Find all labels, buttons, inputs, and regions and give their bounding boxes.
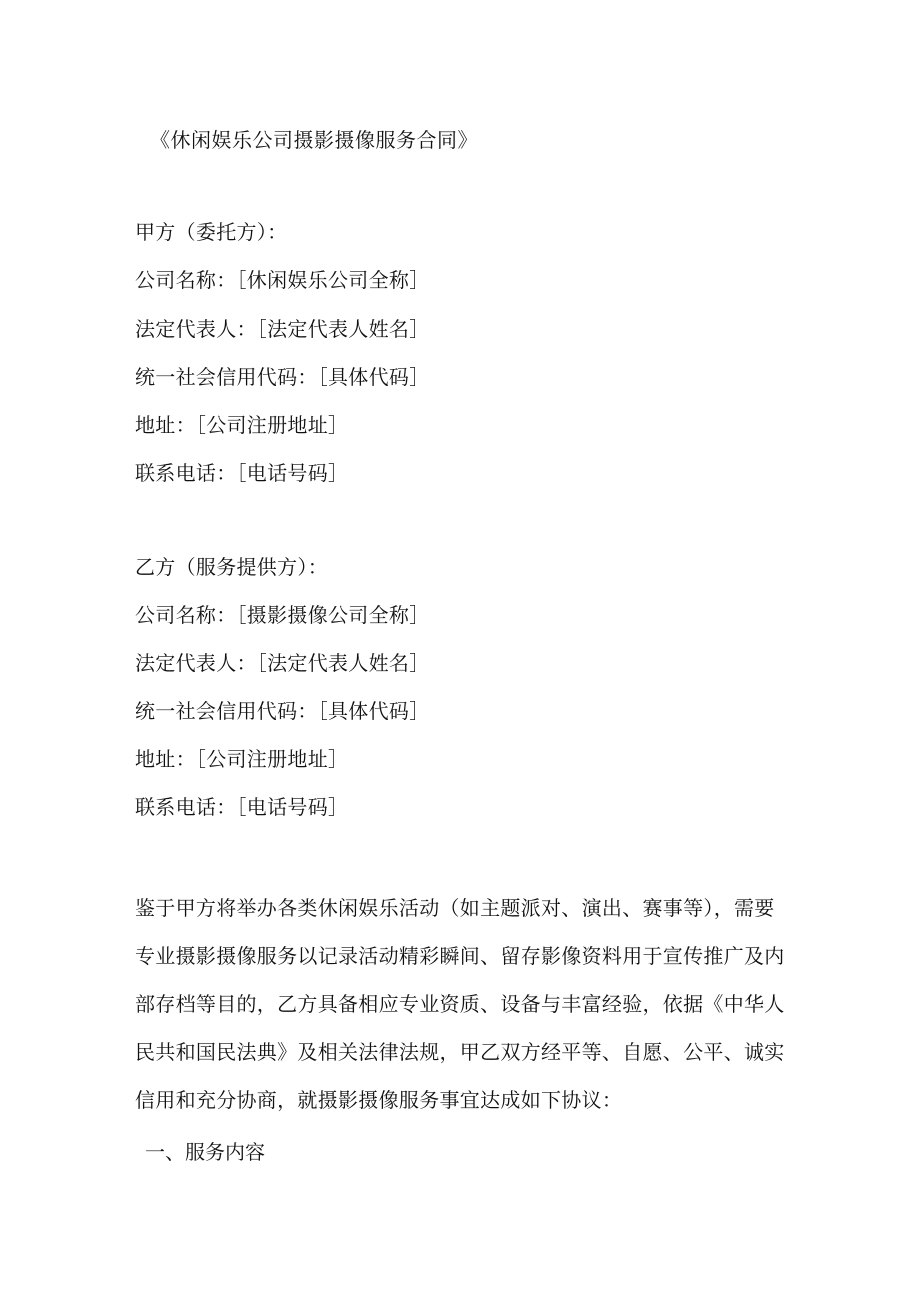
preamble-line: 部存档等目的，乙方具备相应专业资质、设备与丰富经验，依据《中华人 [135, 992, 785, 1016]
party-a-credit-code: 统一社会信用代码：［具体代码］ [135, 365, 430, 389]
party-b-address: 地址：［公司注册地址］ [135, 747, 349, 771]
party-a-phone: 联系电话：［电话号码］ [135, 461, 349, 485]
contract-title: 《休闲娱乐公司摄影摄像服务合同》 [150, 128, 478, 152]
party-a-company-name: 公司名称：［休闲娱乐公司全称］ [135, 268, 430, 292]
section-heading-service-content: 一、服务内容 [145, 1140, 265, 1164]
party-b-company-name: 公司名称：［摄影摄像公司全称］ [135, 603, 430, 627]
preamble-line: 信用和充分协商，就摄影摄像服务事宜达成如下协议： [135, 1088, 623, 1112]
party-b-credit-code: 统一社会信用代码：［具体代码］ [135, 699, 430, 723]
party-b-heading: 乙方（服务提供方）： [135, 555, 328, 579]
party-b-phone: 联系电话：［电话号码］ [135, 795, 349, 819]
party-b-legal-rep: 法定代表人：［法定代表人姓名］ [135, 651, 430, 675]
preamble-line: 专业摄影摄像服务以记录活动精彩瞬间、留存影像资料用于宣传推广及内 [135, 944, 785, 968]
preamble-line: 鉴于甲方将举办各类休闲娱乐活动（如主题派对、演出、赛事等），需要 [135, 896, 775, 920]
party-a-address: 地址：［公司注册地址］ [135, 413, 349, 437]
party-a-legal-rep: 法定代表人：［法定代表人姓名］ [135, 317, 430, 341]
preamble-paragraph [135, 884, 785, 1124]
preamble-line: 民共和国民法典》及相关法律法规，甲乙双方经平等、自愿、公平、诚实 [135, 1040, 785, 1064]
party-a-heading: 甲方（委托方）： [135, 220, 288, 244]
